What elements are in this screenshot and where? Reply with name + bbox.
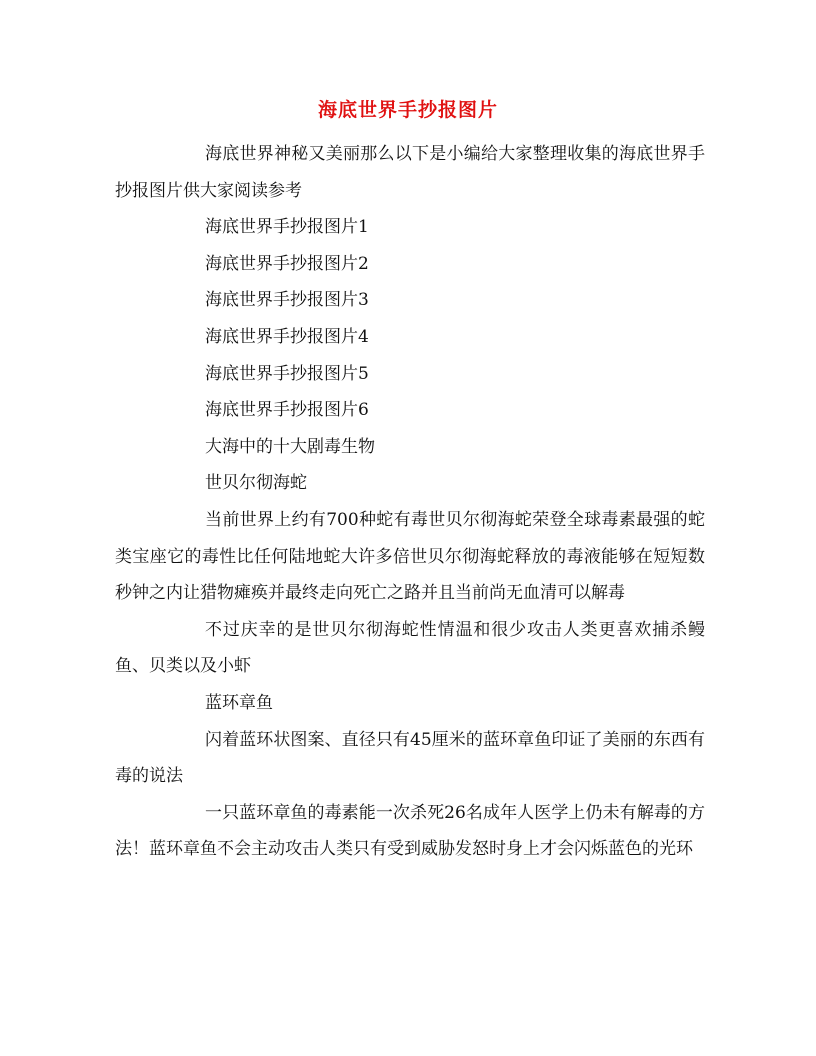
subheading-sea-snake: 世贝尔彻海蛇 bbox=[205, 473, 307, 494]
image-caption-1: 海底世界手抄报图片1 bbox=[205, 217, 369, 238]
sea-snake-paragraph-1: 当前世界上约有700种蛇有毒世贝尔彻海蛇荣登全球毒素最强的蛇类宝座它的毒性比任何陆地蛇大许多倍世贝尔彻海蛇释放的毒液能够在短短数秒钟之内让猎物瘫痪并最终走向死亡之路并且当前尚无血清可以解毒 bbox=[115, 509, 705, 604]
section-heading-toxic-creatures: 大海中的十大剧毒生物 bbox=[205, 436, 375, 457]
document-body bbox=[115, 136, 705, 868]
image-caption-4: 海底世界手抄报图片4 bbox=[205, 326, 369, 347]
intro-paragraph: 海底世界神秘又美丽那么以下是小编给大家整理收集的海底世界手抄报图片供大家阅读参考 bbox=[115, 144, 705, 201]
document-title: 海底世界手抄报图片 bbox=[317, 99, 498, 121]
octopus-paragraph-2: 一只蓝环章鱼的毒素能一次杀死26名成年人医学上仍未有解毒的方法！蓝环章鱼不会主动攻击人类只有受到威胁发怒时身上才会闪烁蓝色的光环 bbox=[115, 802, 705, 860]
image-caption-3: 海底世界手抄报图片3 bbox=[205, 290, 369, 311]
subheading-blue-ringed-octopus: 蓝环章鱼 bbox=[205, 692, 273, 713]
octopus-paragraph-1: 闪着蓝环状图案、直径只有45厘米的蓝环章鱼印证了美丽的东西有毒的说法 bbox=[115, 729, 705, 787]
image-caption-6: 海底世界手抄报图片6 bbox=[205, 400, 369, 421]
image-caption-5: 海底世界手抄报图片5 bbox=[205, 363, 369, 384]
sea-snake-paragraph-2: 不过庆幸的是世贝尔彻海蛇性情温和很少攻击人类更喜欢捕杀鳗鱼、贝类以及小虾 bbox=[115, 619, 705, 677]
image-caption-2: 海底世界手抄报图片2 bbox=[205, 253, 369, 274]
